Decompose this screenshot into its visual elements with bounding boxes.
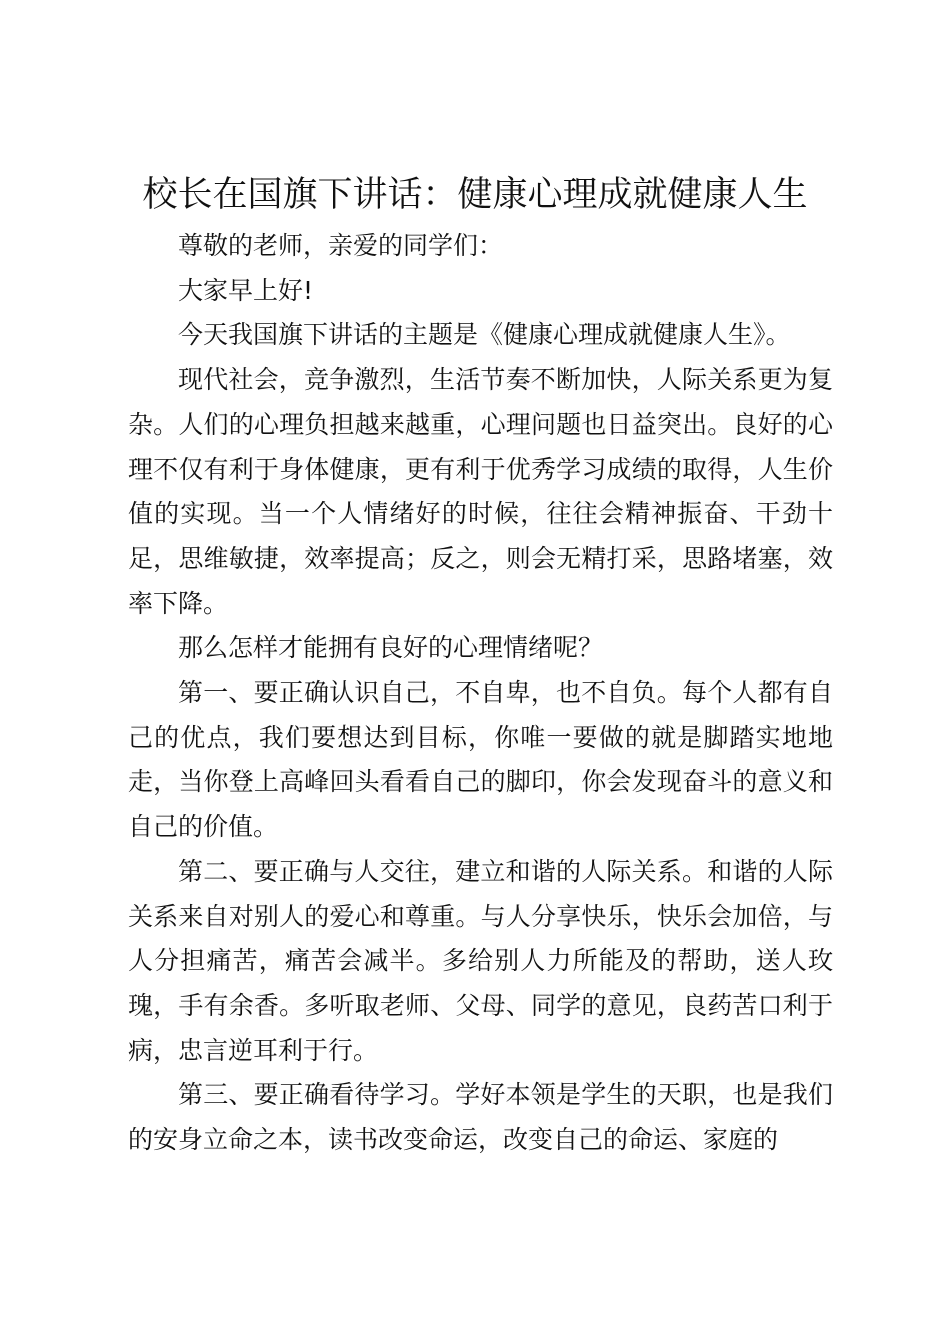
paragraph-point-two: 第二、要正确与人交往，建立和谐的人际关系。和谐的人际关系来自对别人的爱心和尊重。与人分享快乐，快乐会加倍，与人分担痛苦，痛苦会减半。多给别人力所能及的帮助，送人玫瑰，手有余香。多听取老师、父母、同学的意见，良药苦口利于病，忠言逆耳利于行。 — [128, 856, 833, 1065]
paragraph-question: 那么怎样才能拥有良好的心理情绪呢？ — [178, 633, 604, 663]
paragraph-salutation: 尊敬的老师，亲爱的同学们： — [178, 231, 504, 260]
paragraph-point-three: 第三、要正确看待学习。学好本领是学生的天职，也是我们的安身立命之本，读书改变命运，改变自己的命运、家庭的 — [128, 1080, 833, 1155]
document-body — [128, 224, 833, 1163]
document-title: 校长在国旗下讲话：健康心理成就健康人生 — [142, 175, 808, 215]
paragraph-point-one: 第一、要正确认识自己，不自卑，也不自负。每个人都有自己的优点，我们要想达到目标，你唯一要做的就是脚踏实地地走，当你登上高峰回头看看自己的脚印，你会发现奋斗的意义和自己的价值。 — [128, 678, 833, 842]
paragraph-greeting: 大家早上好! — [178, 275, 314, 305]
paragraph-topic: 今天我国旗下讲话的主题是《健康心理成就健康人生》。 — [178, 320, 791, 350]
paragraph-modern-society: 现代社会，竞争激烈，生活节奏不断加快，人际关系更为复杂。人们的心理负担越来越重，心理问题也日益突出。良好的心理不仅有利于身体健康，更有利于优秀学习成绩的取得，人生价值的实现。当一个人情绪好的时候，往往会精神振奋、干劲十足，思维敏捷，效率提高；反之，则会无精打采，思路堵塞，效率下降。 — [128, 365, 833, 618]
